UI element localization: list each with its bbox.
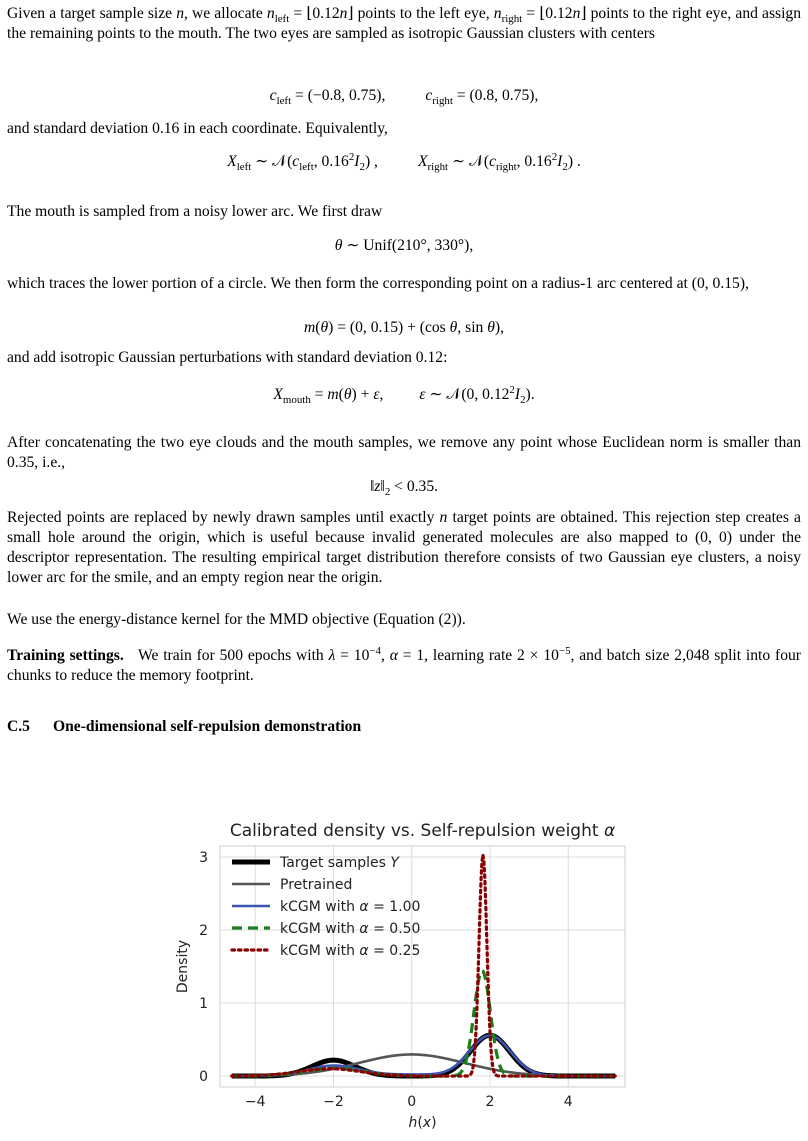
equation-theta-uniform: θ ∼ Unif(210°, 330°),	[334, 237, 474, 254]
density-chart	[0, 800, 808, 1141]
section-heading: C.5 One-dimensional self-repulsion demonstration	[7, 718, 362, 735]
x-tick-label: −2	[323, 1094, 344, 1110]
equation-mouth-mean: m(θ) = (0, 0.15) + (cos θ, sin θ),	[303, 319, 504, 336]
y-tick-label: 3	[199, 849, 208, 866]
y-tick-label: 0	[199, 1069, 208, 1086]
y-tick-label: 1	[199, 996, 208, 1013]
x-tick-label: 2	[485, 1094, 495, 1110]
x-axis-label: h(x)	[408, 1115, 437, 1131]
y-tick-label: 2	[199, 922, 208, 939]
legend-label-4: kCGM with α = 0.25	[280, 943, 421, 959]
training-settings-label: Training settings.	[7, 647, 124, 664]
legend-label-1: Pretrained	[280, 877, 353, 893]
paragraph-rejection-step: Rejected points are replaced by newly drawn samples until exactly n target points are obtained. This rejection step creates a small hole around the origin, which is useful because invalid generated molecules are also mapped to (0, 0) under the descriptor representation. The resulting empirical target distribution therefore consists of two Gaussian eye clusters, a noisy lower arc for the smile, and an empty region near the origin.	[7, 509, 801, 586]
paragraph-kernel: We use the energy-distance kernel for the MMD objective (Equation (2)).	[7, 611, 466, 628]
equation-eye-centers: $c_{left} = (-0.8$, 0.75), $c_{right} = (0.8$, 0.75),	[269, 87, 539, 108]
x-tick-label: 4	[563, 1094, 573, 1110]
x-tick-label: 0	[407, 1094, 417, 1110]
paragraph-training-settings: Training settings. We train for 500 epochs with $\lambda = 10^{-4}$, α = 1, learning rate $2 \times 10^{-5}$, and batch size 2,048 split into four chunks to reduce the memory footprint.	[7, 644, 801, 684]
paragraph-gaussian-perturbations: and add isotropic Gaussian perturbations with standard deviation 0.12:	[7, 349, 448, 366]
paragraph-sample-allocation: Given a target sample size n, we allocate $n_{left}$ = ⌊0.12n⌋ points to the left eye, $n_{right}$ = ⌊0.12n⌋ points to the right eye, and assign the remaining points to the mouth. The two eyes are sampled as isotropic Gaussian clusters with centers	[7, 5, 802, 42]
y-axis-label: Density	[175, 939, 191, 994]
x-tick-label: −4	[244, 1094, 266, 1110]
equation-norm-threshold: $‖z‖_2 < 0.35$.	[369, 478, 439, 499]
equation-mouth-distribution: $X_{mouth} = m(\theta) + \varepsilon$, ε ∼ 𝒩(0, $0.12^2I_2$).	[273, 383, 535, 407]
legend-label-0: Target samples Y	[280, 855, 399, 871]
equation-eye-distributions: $X_{left}$ ∼ $𝒩(c_{left}$, $0.16^2I_2$) , $X_{right}$ ∼ $𝒩(c_{right}$, $0.16^2I_2$) .	[227, 150, 581, 174]
legend-label-3: kCGM with α = 0.50	[280, 921, 421, 937]
legend-label-2: kCGM with α = 1.00	[280, 899, 421, 915]
paragraph-norm-rejection: After concatenating the two eye clouds and the mouth samples, we remove any point whose Euclidean norm is smaller than 0.35, i.e.,	[7, 434, 801, 471]
chart-title: Calibrated density vs. Self-repulsion weight α	[229, 821, 616, 841]
paragraph-arc-point: which traces the lower portion of a circle. We then form the corresponding point on a radius-1 arc centered at (0, 0.15),	[7, 275, 749, 292]
paragraph-mouth-arc: The mouth is sampled from a noisy lower arc. We first draw	[7, 203, 383, 220]
paragraph-standard-deviation: and standard deviation 0.16 in each coordinate. Equivalently,	[7, 120, 388, 137]
